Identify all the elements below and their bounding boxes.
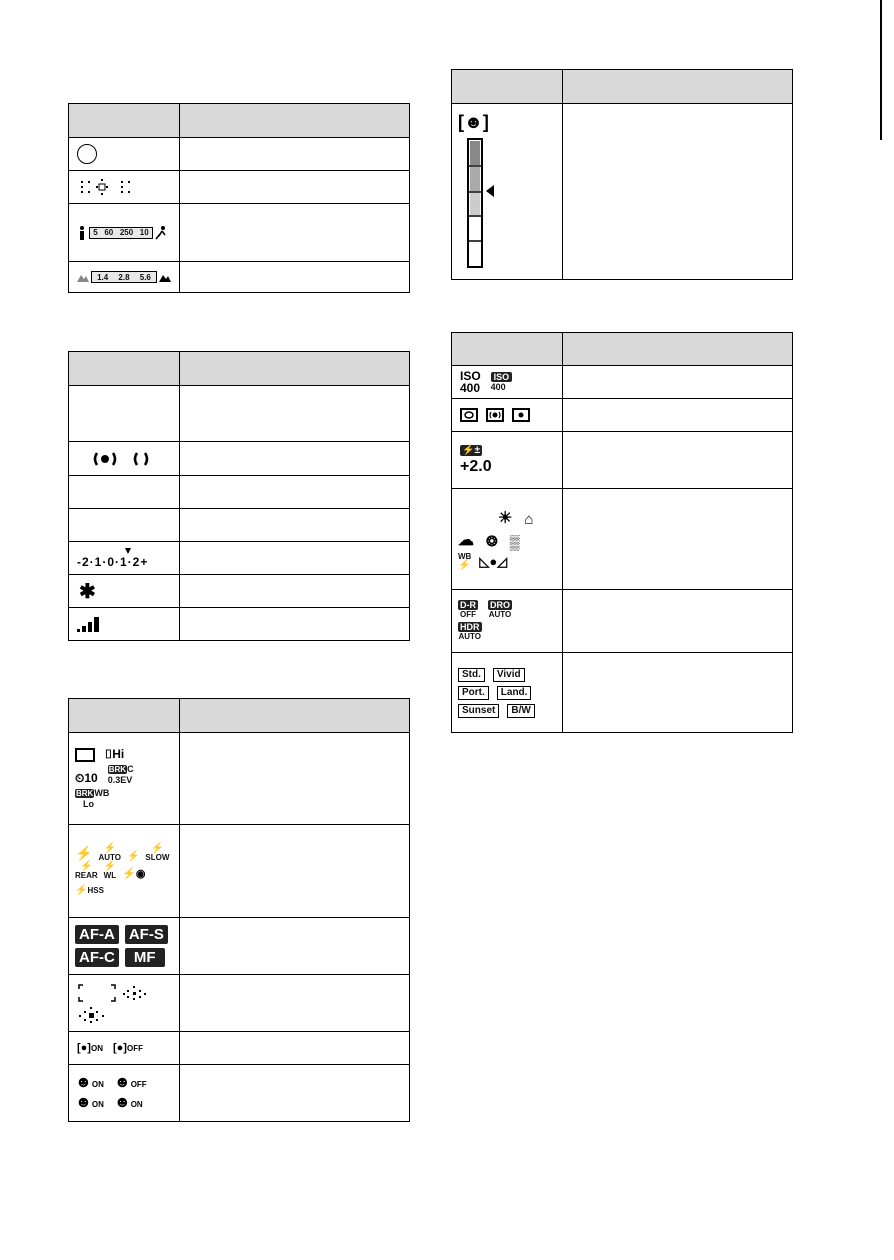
spot-metering-circle-cell [69,138,180,171]
exposure-scale-text: -2·1·0·1·2+ [77,554,149,569]
page-edge-rule [880,0,882,140]
description-cell [180,442,410,476]
smile-detection-icon: [☻] [458,112,489,132]
smile-shutter-normal-icon: ☻ON [75,1094,104,1111]
description-cell [180,1065,410,1122]
description-cell [180,608,410,641]
description-cell [180,262,410,293]
spot-metering-icon [512,408,530,422]
creative-style-portrait-icon: Port. [458,686,489,700]
flash-rear-sync-icon: ⚡ REAR [75,861,98,880]
smile-shutter-on-icon: ☻ON [75,1074,104,1091]
af-s-icon: AF-S [125,925,168,944]
person-standing-icon [77,226,87,240]
center-weighted-metering-icon [486,408,504,422]
shade-wb-icon: ⌂ [524,511,534,528]
smile-sensitivity-cell [452,104,563,280]
table-smile-detection [451,69,793,280]
description-cell [563,432,793,489]
description-cell [180,509,410,542]
description-cell [563,366,793,399]
table-header-icon [452,70,563,104]
fluorescent-wb-icon: ▒ [509,534,520,550]
description-cell [563,399,793,432]
creative-style-landscape-icon: Land. [497,686,532,700]
creative-style-bw-icon: B/W [507,704,534,718]
aperture-scale-cell [69,262,180,293]
table-header-description [180,104,410,138]
ae-lock-icon: ✱ [79,580,96,603]
bracket-continuous-icon: BRKC 0.3EV [107,764,134,785]
spot-circle-icon [77,144,97,164]
flash-auto-icon: ⚡ AUTO [98,843,121,862]
creative-style-cell [452,653,563,733]
flash-wireless-icon: ⚡ WL [103,861,117,880]
iso-cell [452,366,563,399]
signal-strength-cell [69,608,180,641]
creative-style-sunset-icon: Sunset [458,704,499,718]
dro-off-icon: D-R OFF [460,600,476,619]
flash-mode-cell [69,825,180,918]
af-area-icon [77,178,137,196]
description-cell [180,825,410,918]
description-cell [180,975,410,1032]
fill-flash-icon: ⚡ [126,851,140,862]
continuous-hi-icon: ⌷Hi [105,747,125,761]
description-cell [563,489,793,590]
description-cell [180,575,410,608]
table-header-description [563,70,793,104]
landscape-sharp-icon [159,272,173,282]
self-timer-icon: ⏲10 [75,771,98,785]
custom-wb-icon: ◺●◿ [479,554,508,569]
cloudy-wb-icon: ☁ [458,532,474,549]
white-balance-cell [452,489,563,590]
dro-auto-icon: DRO AUTO [488,600,512,619]
red-eye-reduction-icon: ⚡◉ [122,868,146,880]
table-shooting-indicators [68,351,410,641]
description-cell [180,204,410,262]
flash-slow-sync-icon: ⚡ SLOW [145,843,170,862]
table-header-icon [69,699,180,733]
description-cell [180,918,410,975]
smile-shutter-cell [69,1065,180,1122]
tungsten-wb-icon: ❂ [486,533,498,549]
exposure-indicator-arrow-icon [77,548,177,555]
description-cell [180,542,410,575]
metering-mode-cell [452,399,563,432]
focus-mode-cell [69,918,180,975]
signal-strength-icon [77,616,99,632]
landscape-blur-icon [77,272,89,282]
description-cell [180,1032,410,1065]
flash-wb-icon: WB ⚡ [458,552,472,571]
description-cell [563,104,793,280]
wb-bracket-lo-icon: BRKWB Lo [76,788,110,809]
table-image-settings [451,332,793,733]
smile-shutter-off-icon: ☻OFF [113,1074,147,1091]
table-header-icon [69,104,180,138]
flash-compensation-cell [452,432,563,489]
aperture-scale-bar: 1.4 2.8 5.6 [91,271,157,283]
drive-mode-cell [69,733,180,825]
local-af-area-icon [77,1007,107,1023]
iso-400-icon: ISO 400 [460,369,481,395]
empty-icon-cell [69,509,180,542]
description-cell [563,653,793,733]
empty-icon-cell [69,386,180,442]
zone-af-area-icon [121,986,149,1000]
face-registration-cell [69,1032,180,1065]
table-shooting-modes [68,698,410,1122]
table-header-description [180,352,410,386]
table-header-description [563,333,793,366]
creative-style-standard-icon: Std. [458,668,485,682]
table-focus-display [68,103,410,293]
iso-boxed-400-icon: ISO 400 [491,372,513,393]
steadyshot-cell [69,442,180,476]
description-cell [180,386,410,442]
shutter-speed-scale-cell [69,204,180,262]
description-cell [180,733,410,825]
smile-shutter-big-icon: ☻ON [113,1094,143,1111]
flash-compensation-icon: ⚡± [462,444,480,456]
shutter-scale-bar: 5 60 250 10 [89,227,153,239]
af-area-cell [69,171,180,204]
ae-lock-cell [69,575,180,608]
face-detection-on-icon: [●]ON [77,1042,103,1054]
single-shot-icon [75,748,95,762]
table-header-description [180,699,410,733]
hdr-auto-icon: HDR AUTO [458,622,482,641]
empty-icon-cell [69,476,180,509]
description-cell [180,138,410,171]
smile-sensitivity-scale-icon [458,137,508,271]
person-running-icon [155,226,167,240]
exposure-scale-cell [69,542,180,575]
camera-shake-warning-icon [89,449,159,469]
dynamic-range-cell [452,590,563,653]
wide-af-area-icon [77,983,117,1003]
flash-hss-icon: ⚡HSS [75,885,104,896]
creative-style-vivid-icon: Vivid [493,668,525,682]
af-a-icon: AF-A [75,925,119,944]
mf-icon: MF [125,948,165,967]
flash-off-icon: ⚡ [75,845,93,861]
daylight-wb-icon: ☀ [498,510,513,527]
flash-compensation-value: +2.0 [460,457,492,475]
description-cell [180,476,410,509]
face-detection-off-icon: [●]OFF [112,1042,143,1054]
af-area-mode-cell [69,975,180,1032]
multi-segment-metering-icon [460,408,478,422]
description-cell [180,171,410,204]
af-c-icon: AF-C [75,948,119,967]
description-cell [563,590,793,653]
table-header-icon [69,352,180,386]
table-header-icon [452,333,563,366]
